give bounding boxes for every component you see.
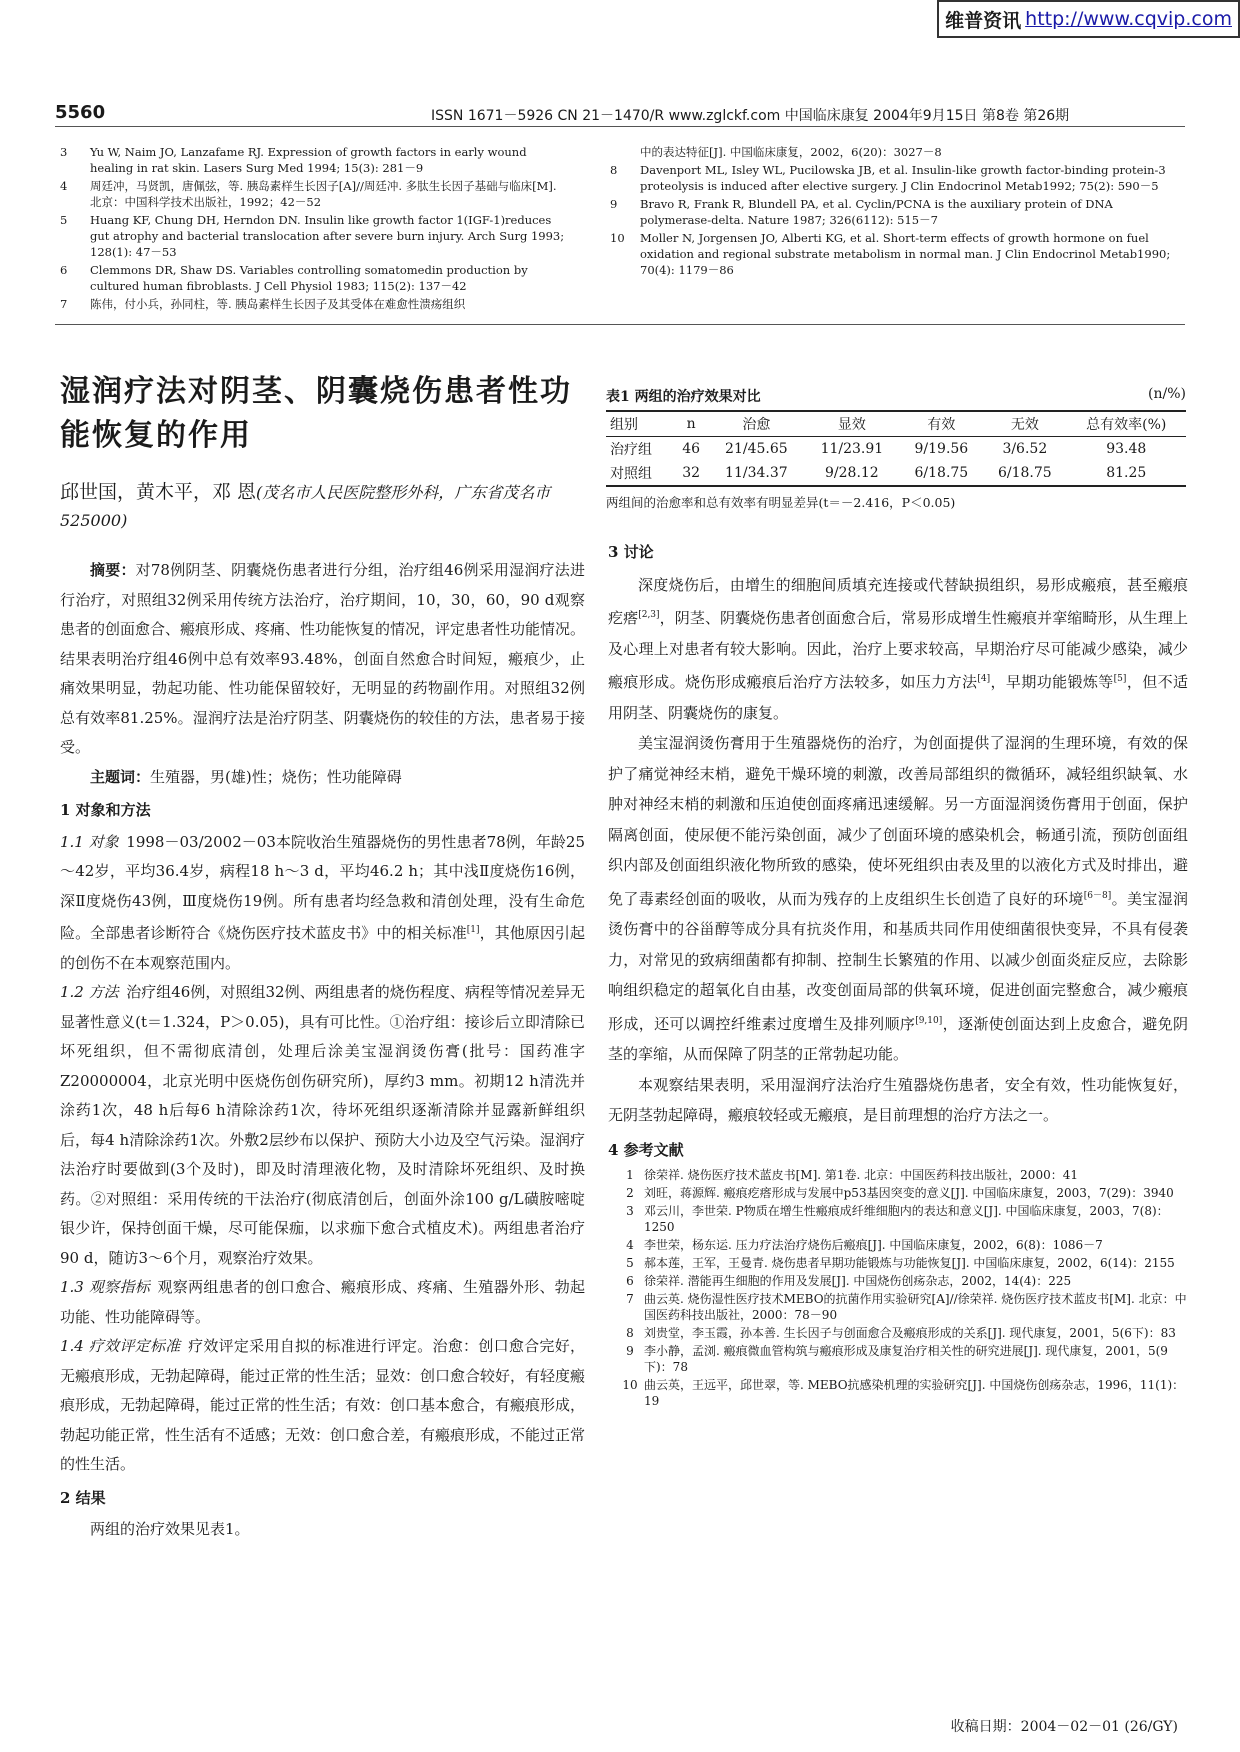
right-column — [608, 533, 1188, 1411]
citation: [5] — [1113, 674, 1127, 684]
reference-number: 1 — [626, 1168, 634, 1182]
section-divider — [55, 324, 1185, 325]
table-note: 两组间的治愈率和总有效率有明显差异(t＝－2.416，P＜0.05) — [606, 495, 956, 510]
table-cell: 81.25 — [1106, 465, 1147, 481]
reference-number: 7 — [60, 297, 68, 311]
table-1 — [606, 386, 1186, 511]
reference-text: 邓云川，李世荣. P物质在增生性瘢痕成纤维细胞内的表达和意义[J]. 中国临床康复，2003，7(8)：1250 — [644, 1204, 1169, 1234]
section-1-2-label: 1.2 方法 — [60, 983, 119, 1001]
table-cell: 11/34.37 — [725, 465, 788, 481]
reference-text: Clemmons DR, Shaw DS. Variables controlling somatomedin production by cultured human fibroblasts. J Cell Physiol 1983; 115(2): 137－42 — [90, 263, 528, 293]
table-caption: 表1 两组的治疗效果对比 — [606, 389, 761, 405]
table-header-row — [606, 411, 1186, 437]
author-affiliation: (茂名市人民医院整形外科，广东省茂名市 525000) — [60, 483, 551, 530]
discussion-paragraph-3: 本观察结果表明，采用湿润疗法治疗生殖器烧伤患者，安全有效，性功能恢复好，无阴茎勃起障碍，瘢痕较轻或无瘢痕，是目前理想的治疗方法之一。 — [608, 1075, 1188, 1124]
keywords-label: 主题词： — [90, 767, 151, 786]
reference-number: 7 — [626, 1292, 634, 1306]
reference-list — [616, 1167, 1188, 1409]
reference-text: Huang KF, Chung DH, Herndon DN. Insulin like growth factor 1(IGF-1)reduces gut atrophy and bacterial translocation after severe burn injury. Arch Surg 1993; 128(1): 47－53 — [90, 213, 565, 259]
reference-number — [610, 144, 640, 160]
discussion-paragraph-2 — [608, 728, 1188, 1070]
top-references-left — [60, 144, 570, 314]
reference-item — [60, 178, 570, 210]
abstract — [60, 556, 585, 763]
citation: [6－8] — [1083, 890, 1112, 901]
page-number: 5560 — [55, 102, 106, 123]
reference-item — [616, 1291, 1188, 1323]
reference-item — [616, 1167, 1188, 1183]
keywords — [60, 763, 585, 793]
discussion-paragraph-1 — [608, 570, 1188, 729]
table-row — [606, 437, 1186, 462]
table-header-cell: 有效 — [927, 417, 956, 433]
section-1-1-text: 1998－03/2002－03本院收治生殖器烧伤的男性患者78例，年龄25～42岁，平均36.4岁，病程18 h～3 d，平均46.2 h；其中浅Ⅱ度烧伤16例，深Ⅱ度烧伤43例，Ⅲ度烧伤19例。所有患者均经急救和清创处理，没有生命危险。全部患者诊断符合《烧伤医疗技术蓝皮书》中的相关标准 — [60, 832, 585, 942]
reference-text: 曲云英，王远平，邱世翠，等. MEBO抗感染机理的实验研究[J]. 中国烧伤创疡杂志，1996，11(1)：19 — [644, 1378, 1185, 1408]
table-cell: 21/45.65 — [725, 441, 788, 457]
author-names: 邱世国，黄木平，邓 恩 — [60, 481, 257, 503]
reference-number: 5 — [626, 1256, 634, 1270]
table-cell: 3/6.52 — [1002, 441, 1048, 457]
reference-number: 8 — [610, 163, 618, 177]
reference-number: 3 — [626, 1204, 634, 1218]
table-header-cell: 显效 — [837, 417, 866, 433]
reference-number: 10 — [610, 231, 625, 245]
section-heading-4: 4 参考文献 — [608, 1140, 684, 1159]
reference-text: 郝本莲，王军，王曼青. 烧伤患者早期功能锻炼与功能恢复[J]. 中国临床康复，2002，6(14)：2155 — [644, 1256, 1175, 1270]
section-1-4-text: 疗效评定采用自拟的标准进行评定。治愈：创口愈合完好，无瘢痕形成，无勃起障碍，能过正常的性生活；显效：创口愈合较好，有轻度瘢痕形成，无勃起障碍，能过正常的性生活；有效：创口基本愈合，有瘢痕形成，勃起功能正常，性生活有不适感；无效：创口愈合差，有瘢痕形成，不能过正常的性生活。 — [60, 1337, 586, 1473]
table-cell: 93.48 — [1106, 441, 1147, 457]
table-cell: 9/19.56 — [914, 441, 969, 457]
watermark — [937, 0, 1240, 38]
reference-number: 3 — [60, 145, 68, 159]
table-cell: 32 — [682, 465, 701, 481]
section-1-4-label: 1.4 疗效评定标准 — [60, 1337, 181, 1355]
text-run: ，阴茎、阴囊烧伤患者创面愈合后，常易形成增生性瘢痕并挛缩畸形，从生理上及心理上对患者有较大影响。因此，治疗上要求较高，早期治疗尽可能减少感染，减少瘢痕形成。烧伤形成瘢痕后治疗方法较多，如压力方法 — [608, 609, 1188, 691]
reference-text: Yu W, Naim JO, Lanzafame RJ. Expression of growth factors in early wound healing in rat skin. Lasers Surg Med 1994; 15(3): 281－9 — [90, 145, 527, 175]
reference-text: 李世荣，杨东运. 压力疗法治疗烧伤后瘢痕[J]. 中国临床康复，2002，6(8)：1086－7 — [644, 1238, 1103, 1252]
reference-number: 2 — [626, 1186, 634, 1200]
reference-item — [60, 262, 570, 294]
reference-text: 李小静，孟浏. 瘢痕微血管构筑与瘢痕形成及康复治疗相关性的研究进展[J]. 现代康复，2001，5(9下)：78 — [644, 1344, 1168, 1374]
section-1-2-text: 治疗组46例，对照组32例、两组患者的烧伤程度、病程等情况差异无显著性意义(t＝1.324，P＞0.05)，具有可比性。①治疗组：接诊后立即清除已坏死组织，但不需彻底清创，处理后涂美宝湿润烫伤膏(批号：国药准字Z20000004，北京光明中医烧伤创伤研究所)，厚约3 mm。初期12 h清洗并涂药1次，48 h后每6 h清除涂药1次，待坏死组织逐渐清除并显露新鲜组织后，每4 h清除涂药1次。外敷2层纱布以保护、预防大小边及空气污染。湿润疗法治疗时要做到(3个及时)，即及时清理液化物，及时清除坏死组织、及时换药。②对照组：采用传统的干法治疗(彻底清创后，创面外涂100 g/L磺胺嘧啶银少许，保持创面干燥，尽可能保痂，以求痂下愈合式植皮术)。两组患者治疗90 d，随访3～6个月，观察治疗效果。 — [60, 983, 586, 1267]
reference-item — [616, 1185, 1188, 1201]
reference-text: 中的表达特征[J]. 中国临床康复，2002，6(20)：3027－8 — [640, 145, 942, 159]
reference-item — [60, 296, 570, 312]
journal-header: ISSN 1671－5926 CN 21－1470/R www.zglckf.com 中国临床康复 2004年9月15日 第8卷 第26期 — [431, 108, 1070, 124]
citation: [1] — [466, 925, 480, 935]
citation: [9,10] — [915, 1015, 943, 1026]
results-table — [606, 410, 1186, 487]
section-1-1 — [60, 828, 585, 979]
reference-item — [610, 162, 1185, 194]
reference-text: Bravo R, Frank R, Blundell PA, et al. Cyclin/PCNA is the auxiliary protein of DNA polymerase-delta. Nature 1987; 326(6112): 515－7 — [640, 197, 1113, 227]
reference-item — [616, 1325, 1188, 1341]
text-run: 深度烧伤后，由增生的细胞间质填充连接或代替缺损组织，易形成瘢痕，甚至瘢痕疙瘩 — [608, 575, 1188, 627]
reference-text: Moller N, Jorgensen JO, Alberti KG, et al. Short-term effects of growth hormone on fuel oxidation and regional substrate metabolism in normal man. J Clin Endocrinol Metab1990; 70(4): 1179－86 — [640, 231, 1171, 277]
section-heading-3: 3 讨论 — [608, 543, 654, 561]
table-cell: 对照组 — [610, 466, 652, 482]
section-1-2 — [60, 978, 585, 1273]
section-heading-1: 1 对象和方法 — [60, 801, 151, 819]
reference-number: 10 — [622, 1378, 638, 1392]
reference-number: 5 — [60, 213, 68, 227]
reference-text: 刘贵堂，李玉霞，孙本善. 生长因子与创面愈合及瘢痕形成的关系[J]. 现代康复，2001，5(6下)：83 — [644, 1326, 1176, 1340]
table-cell: 9/28.12 — [825, 465, 879, 481]
text-run: ，但不适用阴茎、阴囊烧伤的康复。 — [608, 673, 1188, 722]
section-1-4 — [60, 1332, 585, 1480]
reference-number: 4 — [60, 179, 68, 193]
left-column — [60, 556, 585, 1545]
reference-item — [60, 212, 570, 260]
reference-item — [616, 1377, 1188, 1409]
watermark-url[interactable]: http://www.cqvip.com — [1025, 8, 1232, 30]
reference-text: 陈伟，付小兵，孙同柱，等. 胰岛素样生长因子及其受体在难愈性溃疡组织 — [90, 297, 466, 311]
citation: [2,3] — [638, 610, 660, 620]
table-header-cell: 治愈 — [742, 417, 771, 433]
reference-text: 曲云英. 烧伤湿性医疗技术MEBO的抗菌作用实验研究[A]//徐荣祥. 烧伤医疗技术蓝皮书[M]. 北京：中国医药科技出版社，2000：78－90 — [644, 1292, 1187, 1322]
running-header — [55, 102, 1185, 127]
reference-item — [60, 144, 570, 176]
watermark-name: 维普资讯 — [945, 9, 1022, 32]
section-1-3-text: 观察两组患者的创口愈合、瘢痕形成、疼痛、生殖器外形、勃起功能、性功能障碍等。 — [60, 1278, 585, 1326]
reference-item — [616, 1343, 1188, 1375]
reference-item — [616, 1237, 1188, 1253]
reference-number: 8 — [626, 1326, 634, 1340]
table-cell: 46 — [682, 441, 701, 457]
table-caption-row — [606, 386, 1186, 406]
text-run: 美宝湿润烫伤膏用于生殖器烧伤的治疗，为创面提供了湿润的生理环境，有效的保护了痛觉神经末梢，避免干燥环境的刺激，改善局部组织的微循环，减轻组织缺氧、水肿对神经末梢的刺激和压迫使创面疼痛迅速缓解。另一方面湿润烫伤膏用于创面，保护隔离创面，使尿便不能污染创面，减少了创面环境的感染机会，畅通引流，预防创面组织内部及创面组织液化物所致的感染，使坏死组织由表及里的以液化方式及时排出，避免了毒素经创面的吸收，从而为残存的上皮组织生长创造了良好的环境 — [608, 734, 1188, 908]
section-heading-2: 2 结果 — [60, 1488, 106, 1507]
received-date: 收稿日期：2004－02－01 (26/GY) — [950, 1719, 1178, 1735]
reference-text: 徐荣祥. 潜能再生细胞的作用及发展[J]. 中国烧伤创疡杂志，2002，14(4)：225 — [644, 1274, 1072, 1288]
text-run: ，早期功能锻炼等 — [990, 673, 1114, 691]
table-cell: 11/23.91 — [820, 441, 884, 457]
table-row — [606, 461, 1186, 486]
text-run: ，逐渐使创面达到上皮愈合，避免阴茎的挛缩，从而保障了阴茎的正常勃起功能。 — [608, 1014, 1188, 1063]
keywords-text: 生殖器，男(雄)性；烧伤；性功能障碍 — [150, 767, 402, 786]
reference-item — [616, 1273, 1188, 1289]
reference-number: 4 — [626, 1238, 634, 1252]
section-1-3-label: 1.3 观察指标 — [60, 1278, 151, 1296]
reference-item — [616, 1203, 1188, 1235]
reference-item — [616, 1255, 1188, 1271]
author-block — [60, 478, 580, 535]
abstract-text: 对78例阴茎、阴囊烧伤患者进行分组，治疗组46例采用湿润疗法进行治疗，对照组32例采用传统方法治疗，治疗期间，10，30，60，90 d观察患者的创面愈合、瘢痕形成、疼痛、性功能恢复的情况，评定患者性功能情况。结果表明治疗组46例中总有效率93.48%，创面自然愈合时间短，瘢痕少，止痛效果明显，勃起功能、性功能保留较好，无明显的药物副作用。对照组32例总有效率81.25%。湿润疗法是治疗阴茎、阴囊烧伤的较佳的方法，患者易于接受。 — [60, 561, 586, 756]
section-2-text: 两组的治疗效果见表1。 — [90, 1520, 250, 1538]
reference-number: 9 — [610, 197, 618, 211]
table-header-cell: 组别 — [610, 417, 638, 433]
text-run: 。美宝湿润烫伤膏中的谷甾醇等成分具有抗炎作用，和基质共同作用使细菌很快变异，不具有侵袭力，对常见的致病细菌都有抑制、控制生长繁殖的作用、以减少创面炎症反应，去除影响组织稳定的超氧化自由基，改变创面局部的供氧环境，促进创面完整愈合，减少瘢痕形成，还可以调控纤维素过度增生及排列顺序 — [608, 889, 1188, 1033]
reference-item — [610, 196, 1185, 228]
reference-text: 徐荣祥. 烧伤医疗技术蓝皮书[M]. 第1卷. 北京：中国医药科技出版社，2000：41 — [644, 1168, 1078, 1182]
reference-text: Davenport ML, Isley WL, Pucilowska JB, et al. Insulin-like growth factor-binding protein-3 proteolysis is induced after elective surgery. J Clin Endocrinol Metab1992; 75(2): 590－5 — [640, 163, 1166, 193]
table-cell: 6/18.75 — [997, 465, 1052, 481]
reference-item — [610, 144, 1185, 160]
article-title: 湿润疗法对阴茎、阴囊烧伤患者性功能恢复的作用 — [60, 374, 572, 453]
section-1-1-label: 1.1 对象 — [60, 832, 119, 851]
table-unit: (n/%) — [1148, 386, 1186, 402]
reference-text: 刘旺，蒋源辉. 瘢痕疙瘩形成与发展中p53基因突变的意义[J]. 中国临床康复，2003，7(29)：3940 — [644, 1186, 1174, 1200]
top-references-right — [610, 144, 1185, 280]
citation: [4] — [977, 674, 991, 684]
reference-number: 9 — [626, 1344, 634, 1358]
section-1-3 — [60, 1273, 585, 1332]
reference-text: 周廷冲，马贤凯，唐佩弦，等. 胰岛素样生长因子[A]//周廷冲. 多肽生长因子基础与临床[M]. 北京：中国科学技术出版社，1992；42－52 — [90, 179, 557, 209]
table-header-cell: n — [686, 416, 696, 432]
reference-number: 6 — [60, 263, 68, 277]
abstract-label: 摘要： — [90, 561, 136, 579]
table-header-cell: 总有效率(%) — [1086, 417, 1167, 433]
table-cell: 6/18.75 — [914, 465, 969, 481]
section-1-1-text-2: ，其他原因引起的创伤不在本观察范围内。 — [60, 924, 585, 972]
reference-item — [610, 230, 1185, 278]
table-cell: 治疗组 — [610, 442, 652, 458]
reference-number: 6 — [626, 1274, 634, 1288]
table-header-cell: 无效 — [1010, 417, 1039, 433]
